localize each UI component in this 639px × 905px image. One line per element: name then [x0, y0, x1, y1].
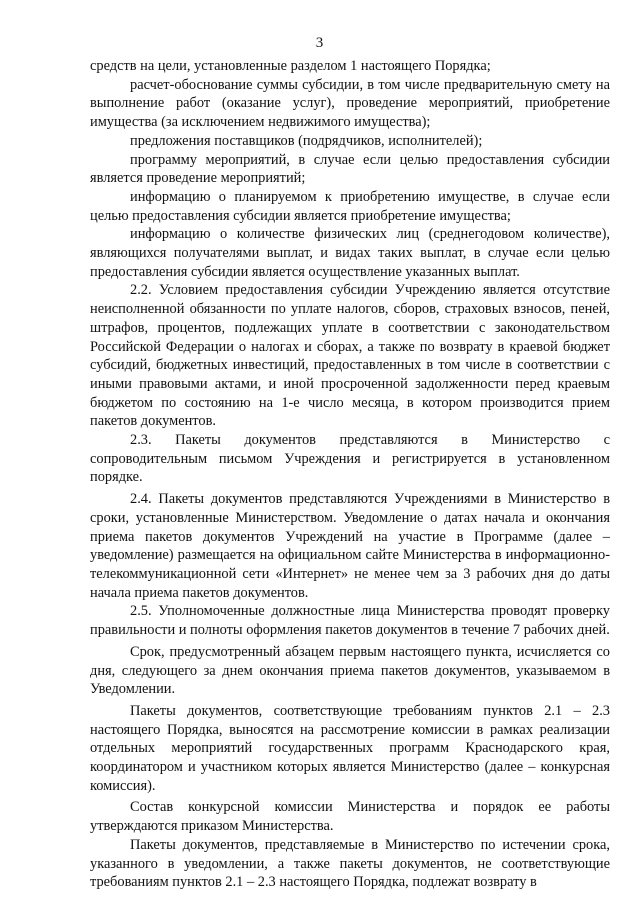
paragraph-deadline: Срок, предусмотренный абзацем первым настоящего пункта, исчисляется со дня, следующего за днем окончания приема пакетов документов, указываемом в Уведомлении. — [90, 643, 610, 698]
list-item-event-program: программу мероприятий, в случае если целью предоставления субсидии является проведение мероприятий; — [90, 151, 610, 187]
document-body — [90, 57, 610, 892]
paragraph-commission-review: Пакеты документов, соответствующие требованиям пунктов 2.1 – 2.3 настоящего Порядка, выносятся на рассмотрение комиссии в рамках реализации отдельных мероприятий государственных программ Краснодарского края, координатором и участником которых является Министерство (далее – конкурсная комиссия). — [90, 702, 610, 794]
clause-2-3: 2.3. Пакеты документов представляются в Министерство с сопроводительным письмом Учреждения и регистрируется в установленном порядке. — [90, 432, 610, 486]
clause-2-5: 2.5. Уполномоченные должностные лица Министерства проводят проверку правильности и полноты оформления пакетов документов в течение 7 рабочих дней. — [90, 603, 610, 639]
page-number: 3 — [315, 35, 324, 51]
paragraph-continuation: средств на цели, установленные разделом 1 настоящего Порядка; — [90, 58, 491, 74]
list-item-calculation: расчет-обоснование суммы субсидии, в том числе предварительную смету на выполнение работ (оказание услуг), проведение мероприятий, приобретение имущества (за исключением недвижимого имущества); — [90, 76, 610, 131]
list-item-recipients-info: информацию о количестве физических лиц (среднегодовом количестве), являющихся получателями выплат, и видах таких выплат, в случае если целью предоставления субсидии является осуществление указанных выплат. — [90, 226, 610, 280]
paragraph-commission-composition: Состав конкурсной комиссии Министерства и порядок ее работы утверждаются приказом Министерства. — [90, 799, 610, 835]
clause-2-2: 2.2. Условием предоставления субсидии Учреждению является отсутствие неисполненной обязанности по уплате налогов, сборов, страховых взносов, пеней, штрафов, процентов, подлежащих уплате в соответствии с законодательством Российской Федерации о налогах и сборах, а также по возврату в краевой бюджет субсидий, бюджетных инвестиций, предоставленных в том числе в соответствии с иными правовыми актами, и иной просроченной задолженности перед краевым бюджетом по состоянию на 1-е число месяца, в котором производится прием пакетов документов. — [90, 282, 610, 430]
clause-2-4: 2.4. Пакеты документов представляются Учреждениями в Министерство в сроки, установленные Министерством. Уведомление о датах начала и окончания приема пакетов документов Учреждений на участие в Программе (далее – уведомление) размещается на официальном сайте Министерства в информационно-телекоммуникационной сети «Интернет» не менее чем за 3 рабочих дня до даты начала приема пакетов документов. — [90, 491, 610, 601]
paragraph-return-documents: Пакеты документов, представляемые в Министерство по истечении срока, указанного в уведомлении, а также пакеты документов, не соответствующие требованиям пунктов 2.1 – 2.3 настоящего Порядка, подлежат возврату в — [90, 836, 610, 891]
list-item-supplier-offers: предложения поставщиков (подрядчиков, исполнителей); — [130, 132, 483, 149]
list-item-property-info: информацию о планируемом к приобретению имуществе, в случае если целью предоставления субсидии является приобретение имущества; — [90, 188, 610, 224]
